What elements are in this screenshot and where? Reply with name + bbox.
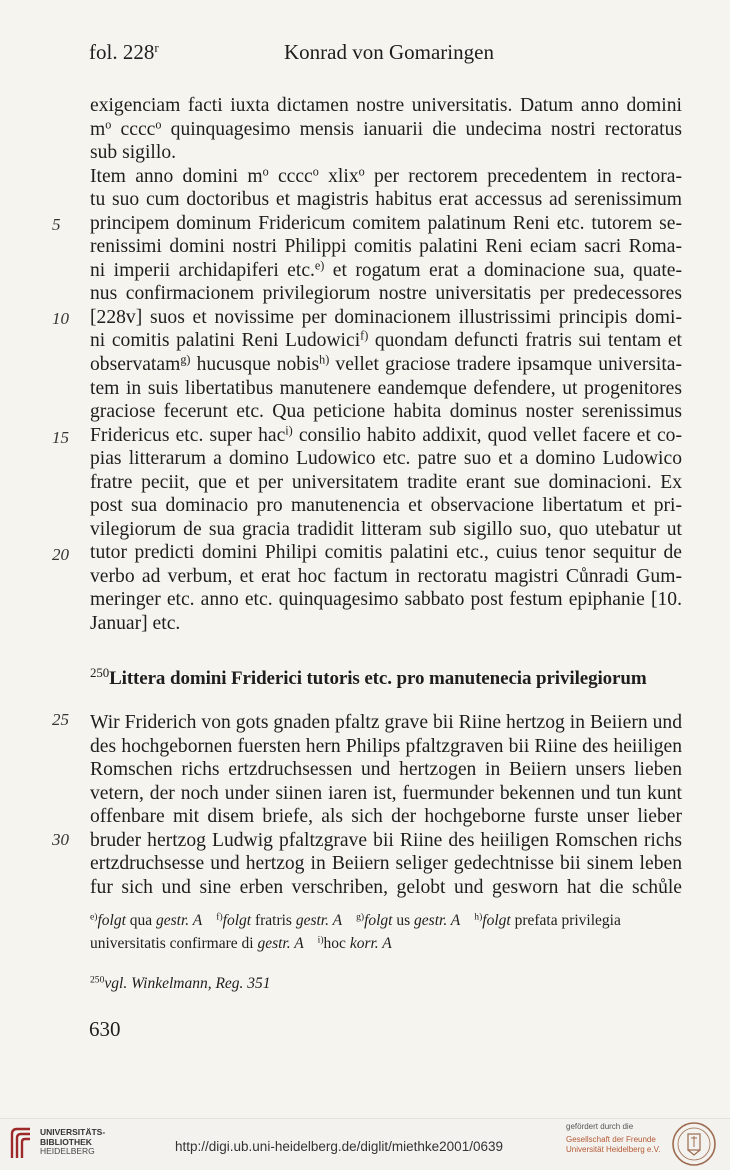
line-number: 25 [52,710,69,729]
text-line: post sua dominacio pro manutenencia et observacione libertatum et pri- [90,495,682,517]
running-title: Konrad von Gomaringen [284,40,494,64]
line-number: 5 [52,215,61,234]
text-line: $m^o$ cccc$^o$ quinquagesimo mensis ianuarii die undecima nostri rectoratus [90,116,682,140]
library-name: UNIVERSITÄTS- BIBLIOTHEK HEIDELBERG [40,1127,106,1156]
section-heading: $^{250}$Littera domini Friderici tutoris etc. pro manutenecia privilegiorum [90,664,647,689]
text-line: graciose fecerunt etc. Qua peticione habita dominus noster serenissimus [90,401,682,423]
text-line: des hochgebornen fuersten hern Philips pfaltzgraven bii Riine des heiiligen [90,735,682,757]
text-line: tutor predicti domini Philipi comitis palatini etc., cuius tenor sequitur de [90,542,682,564]
sponsor-caption: gefördert durch die [566,1122,634,1131]
text-line: Item anno domini $m^o$ cccc$^o$ xlix$^o$ per rectorem precedentem in rectora- [90,163,682,187]
permalink[interactable]: http://digi.ub.uni-heidelberg.de/diglit/miethke2001/0639 [175,1139,503,1154]
text-line: ni imperii archidapiferi etc.$^{e)}$ et rogatum erat a dominacione sua, quate- [90,258,682,281]
line-number: 20 [52,545,69,564]
body-paragraphs [90,94,682,636]
line-number: 15 [52,428,69,447]
footnote-line: $^{250}$vgl. Winkelmann, Reg. 351 [90,974,271,992]
text-line: offenbare mit disem briefe, als sich der hochgeborne furste unser lieber [90,806,682,828]
text-line: fur sich und sine erben verschriben, gelobt und gesworn hat die schůle [90,876,682,898]
sponsor-name: Gesellschaft der Freunde Universität Heidelberg e.V. [566,1135,661,1154]
text-line: sub sigillo. [90,142,177,164]
text-line: Wir Friderich von gots gnaden pfaltz grave bii Riine hertzog in Beiiern und [90,712,682,733]
text-line: exigenciam facti iuxta dictamen nostre universitatis. Datum anno domini [90,95,682,116]
line-number: 10 [52,309,69,328]
page-number: 630 [89,1017,121,1041]
text-line: Romschen richs ertzdruchsessen und hertzogen in Beiiern unsers lieben [90,759,682,781]
text-line: bruder hertzog Ludwig pfaltzgrave bii Riine des heiiligen Romschen richs [90,829,682,851]
text-line: ni comitis palatini Reni Ludowici$^{f)}$ quondam defuncti fratris sui tentam et [90,328,683,352]
line-number: 30 [52,830,69,849]
text-line: tem in suis libertatibus manutenere eandemque defendere, ut progenitores [90,377,682,399]
text-line: nus confirmacionem privilegiorum nostre universitatis per predecessores [90,283,682,305]
text-line: [228v] suos et novissime per dominacionem illustrissimi principis domi- [90,306,682,328]
footnote-line: $^{e)}$folgt qua gestr. A $^{f)}$folgt fratris gestr. A $^{g)}$folgt us gestr. A $^{h)}$folgt prefata privilegia [90,911,621,929]
text-line: tu suo cum doctoribus et magistris habitus erat accessus ad serenissimum [90,189,682,211]
library-logo-icon [8,1126,34,1160]
text-line: fratre peciit, que et per universitatem tradite erant sue dominacioni. Ex [90,471,682,493]
university-seal-icon [669,1121,719,1167]
letter-text [90,711,682,899]
text-line: Fridericus etc. super hac$^{i)}$ consilio habito addixit, quod vellet facere et co- [90,422,682,446]
source-footnote [90,972,682,995]
text-line: pias litterarum a domino Ludowico etc. patre suo et a domino Ludowico [90,448,682,470]
footnote-line: universitatis confirmare di gestr. A $^{i)}$hoc korr. A [90,934,392,952]
text-line: observatam$^{g)}$ hucusque nobis$^{h)}$ vellet graciose tradere ipsamque universita- [90,352,682,376]
text-line: Januar] etc. [90,613,181,635]
critical-apparatus [90,909,682,955]
text-line: vilegiorum de sua gracia tradidit litteram sub sigillo suo, quo utebatur ut [90,518,682,540]
text-line: renissimi domini nostri Philippi comitis palatini Reni eciam sacri Roma- [90,236,682,258]
text-line: principem dominum Fridericum comitem palatinum Reni etc. tutorem se- [90,212,682,234]
folio-header: fol. 228$^r$ [89,39,159,64]
text-line: verbo ad verbum, et erat hoc factum in rectoratu magistri Cůnradi Gum- [90,565,682,587]
text-line: meringer etc. anno etc. quinquagesimo sabbato post festum epiphanie [10. [90,589,682,611]
text-line: ertzdruchsesse und hertzog in Beiiern seliger gedechtnisse bii sinem leben [90,853,682,875]
text-line: vetern, der noch under siinen iaren ist, fuermunder bekennen und tun kunt [90,782,682,804]
